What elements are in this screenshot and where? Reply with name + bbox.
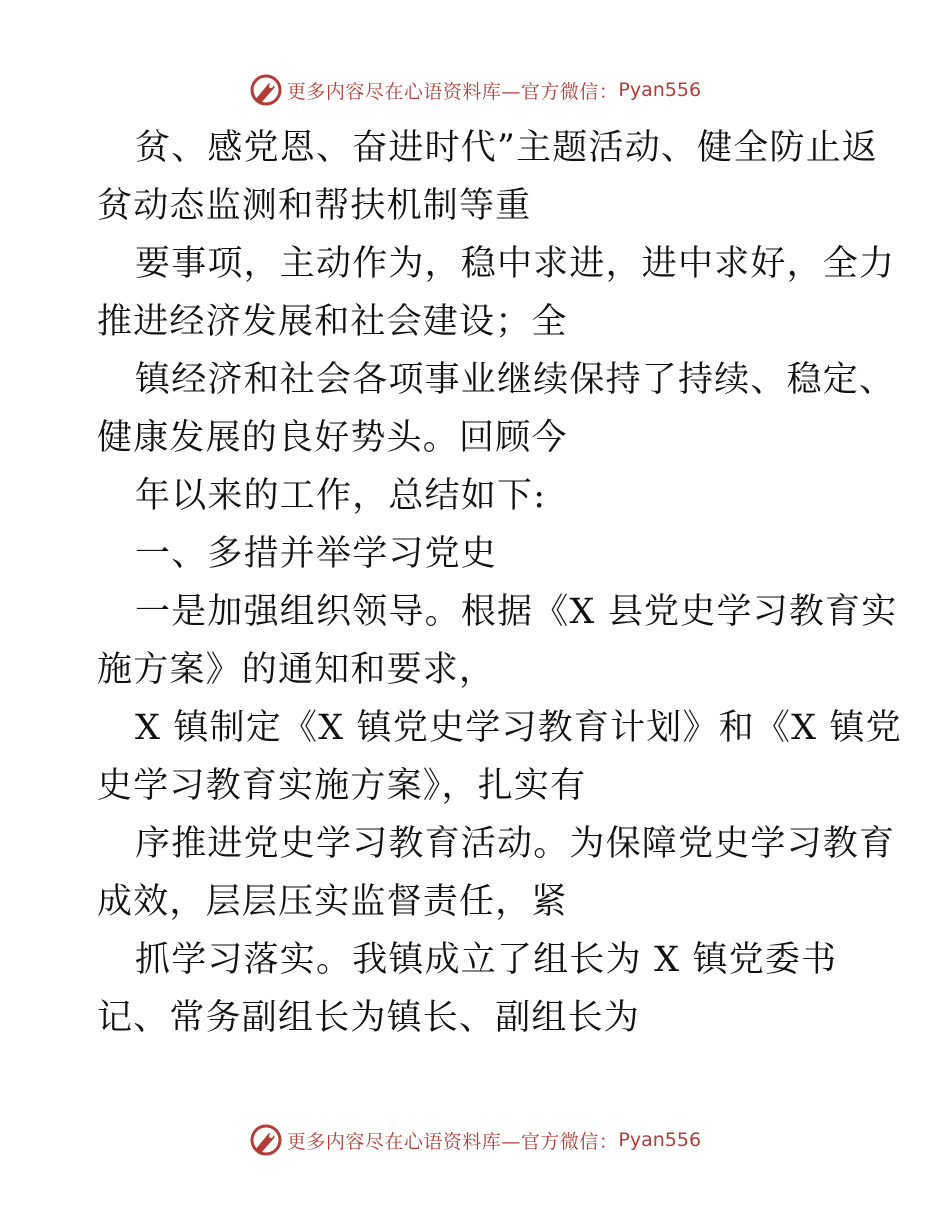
text-line: 年以来的工作，总结如下:	[135, 476, 547, 516]
header-watermark	[0, 70, 950, 110]
watermark-text: 更多内容尽在心语资料库—官方微信：	[286, 80, 619, 103]
document-body	[97, 119, 902, 1047]
text-line: 抓学习落实。我镇成立了组长为 X 镇党委书	[135, 940, 838, 980]
footer-watermark	[0, 1120, 950, 1160]
text-line: 施方案》的通知和要求，	[97, 650, 496, 690]
text-line: 史学习教育实施方案》，扎实有	[97, 766, 587, 806]
text-line: 推进经济发展和社会建设；全	[97, 302, 568, 342]
watermark-handle: Pyan556	[618, 1129, 702, 1151]
watermark-text: 更多内容尽在心语资料库—官方微信：	[286, 1130, 619, 1153]
text-line: 健康发展的良好势头。回顾今	[97, 418, 568, 458]
text-line: 序推进党史学习教育活动。为保障党史学习教育	[135, 824, 896, 864]
section-heading: 一、多措并举学习党史	[135, 534, 498, 574]
text-line: 成效，层层压实监督责任，紧	[97, 882, 568, 922]
text-line: 贫、感党恩、奋进时代”主题活动、健全防止返	[135, 128, 879, 168]
text-line: 镇经济和社会各项事业继续保持了持续、稳定、	[135, 360, 896, 400]
watermark-handle: Pyan556	[618, 79, 702, 101]
text-line: 要事项，主动作为，稳中求进，进中求好，全力	[135, 244, 896, 284]
text-line: X 镇制定《X 镇党史学习教育计划》和《X 镇党	[135, 708, 902, 748]
pen-nib-logo-icon	[249, 73, 283, 107]
text-line: 一是加强组织领导。根据《X 县党史学习教育实	[135, 592, 898, 632]
text-line: 记、常务副组长为镇长、副组长为	[97, 998, 641, 1038]
text-line: 贫动态监测和帮扶机制等重	[97, 186, 532, 226]
pen-nib-logo-icon	[249, 1123, 283, 1157]
